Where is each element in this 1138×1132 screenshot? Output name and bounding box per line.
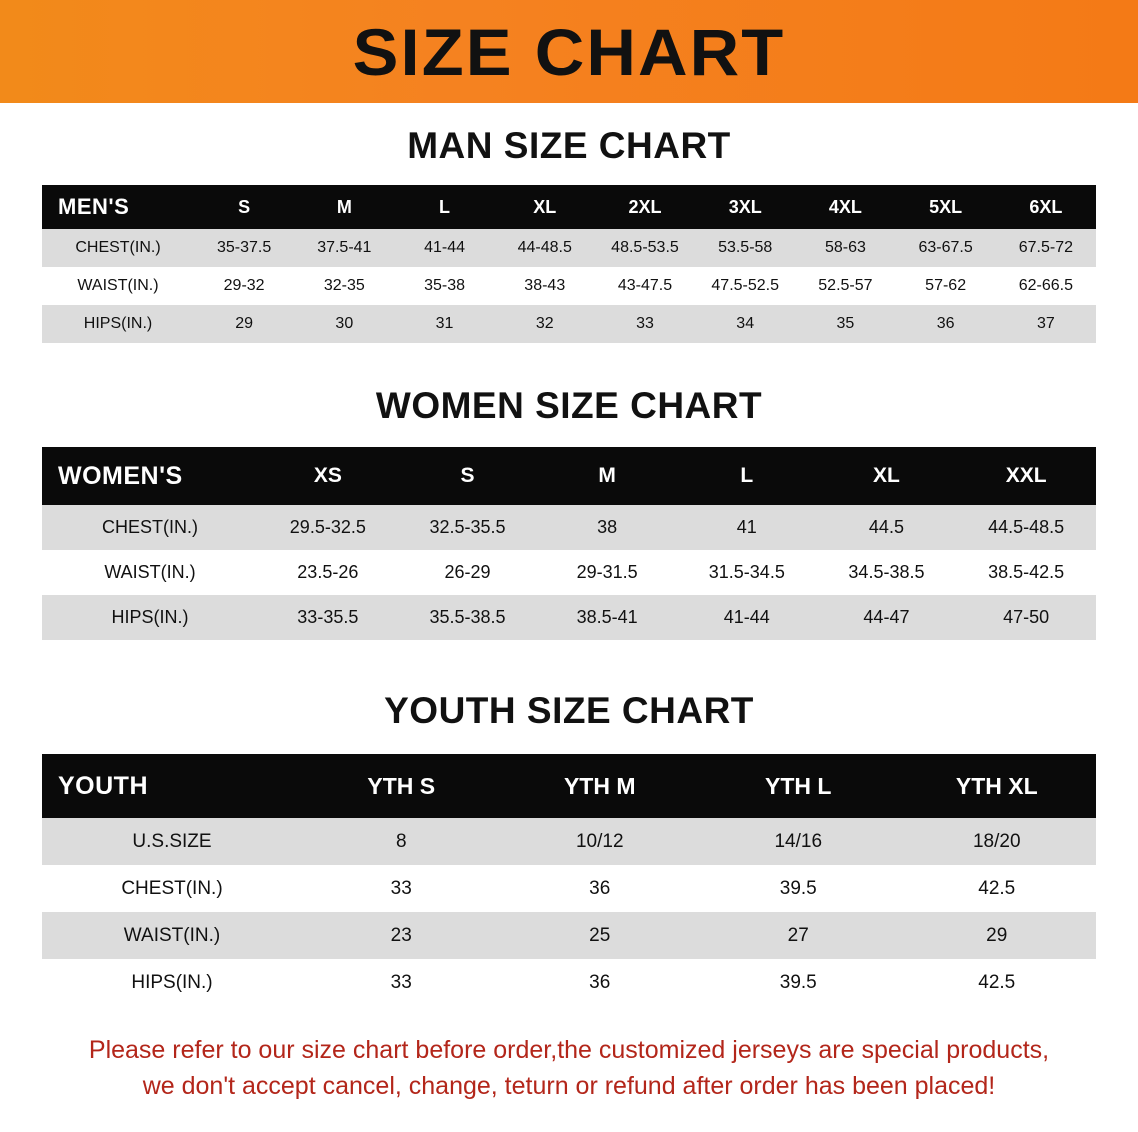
youth-row-label-chest: CHEST(IN.) — [121, 877, 223, 899]
banner — [0, 0, 1138, 103]
women-cell-chest-4: 44.5 — [868, 517, 904, 537]
man-cell-hips-2: 31 — [435, 315, 454, 332]
women-row-label-waist: WAIST(IN.) — [104, 562, 196, 582]
man-row-label-waist: WAIST(IN.) — [77, 277, 159, 294]
youth-cell-hips-3: 42.5 — [978, 971, 1016, 993]
man-cell-waist-8: 62-66.5 — [1018, 277, 1073, 294]
women-cell-waist-5: 38.5-42.5 — [988, 562, 1065, 582]
man-header-cell-4: XL — [533, 196, 557, 217]
women-header-cell-6: XXL — [1005, 464, 1047, 487]
youth-cell-chest-0: 33 — [390, 877, 412, 899]
man-header-cell-9: 6XL — [1029, 196, 1063, 217]
women-cell-chest-5: 44.5-48.5 — [988, 517, 1065, 537]
women-cell-hips-5: 47-50 — [1003, 607, 1050, 627]
youth-header-cell-4: YTH XL — [955, 772, 1038, 799]
women-header-cell-1: XS — [313, 464, 342, 487]
table-row — [42, 595, 1096, 640]
table-header-row — [42, 185, 1096, 229]
youth-row-label-waist: WAIST(IN.) — [123, 924, 221, 946]
youth-cell-waist-3: 29 — [986, 924, 1008, 946]
man-cell-chest-3: 44-48.5 — [517, 239, 572, 256]
policy-note — [40, 1032, 1098, 1105]
man-cell-hips-5: 34 — [736, 315, 755, 332]
man-cell-chest-7: 63-67.5 — [918, 239, 973, 256]
man-cell-hips-0: 29 — [235, 315, 253, 332]
man-header-cell-5: 2XL — [628, 196, 662, 217]
man-cell-chest-6: 58-63 — [824, 239, 866, 256]
women-cell-chest-0: 29.5-32.5 — [289, 517, 366, 537]
youth-cell-waist-0: 23 — [390, 924, 412, 946]
table-row — [42, 818, 1096, 865]
women-header-cell-2: S — [460, 464, 475, 487]
table-row — [42, 305, 1096, 343]
table-row — [42, 550, 1096, 595]
man-cell-hips-8: 37 — [1036, 315, 1055, 332]
policy-note-line-2: we don't accept cancel, change, teturn or refund after order has been placed! — [142, 1072, 996, 1101]
man-cell-waist-2: 35-38 — [424, 277, 465, 294]
man-cell-hips-3: 32 — [535, 315, 554, 332]
table-row — [42, 267, 1096, 305]
youth-cell-chest-1: 36 — [589, 877, 611, 899]
man-cell-waist-3: 38-43 — [524, 277, 566, 294]
man-cell-chest-2: 41-44 — [424, 239, 465, 256]
man-header-cell-2: M — [336, 196, 352, 217]
women-header-cell-5: XL — [873, 464, 900, 487]
table-row — [42, 505, 1096, 550]
man-cell-hips-4: 33 — [636, 315, 654, 332]
women-cell-waist-4: 34.5-38.5 — [848, 562, 925, 582]
man-cell-waist-1: 32-35 — [323, 277, 365, 294]
table-row — [42, 865, 1096, 912]
youth-cell-hips-0: 33 — [390, 971, 412, 993]
youth-cell-ussize-2: 14/16 — [774, 830, 823, 852]
man-row-label-hips: HIPS(IN.) — [83, 315, 153, 332]
man-header-cell-7: 4XL — [828, 196, 862, 217]
women-header-cell-0: WOMEN'S — [58, 461, 183, 490]
man-cell-chest-4: 48.5-53.5 — [611, 239, 679, 256]
youth-cell-waist-1: 25 — [589, 924, 611, 946]
women-cell-hips-0: 33-35.5 — [297, 607, 359, 627]
youth-table-wrap — [42, 754, 1096, 1006]
table-header-row — [42, 754, 1096, 818]
women-cell-hips-4: 44-47 — [863, 607, 910, 627]
women-header-cell-3: M — [598, 464, 616, 487]
youth-cell-chest-3: 42.5 — [978, 877, 1016, 899]
women-cell-hips-3: 41-44 — [723, 607, 770, 627]
women-row-label-hips: HIPS(IN.) — [111, 607, 189, 627]
youth-cell-ussize-3: 18/20 — [972, 830, 1021, 852]
man-cell-chest-5: 53.5-58 — [718, 239, 773, 256]
man-size-table — [42, 185, 1096, 343]
women-cell-chest-2: 38 — [597, 517, 618, 537]
youth-cell-chest-2: 39.5 — [779, 877, 817, 899]
youth-row-label-ussize: U.S.SIZE — [132, 830, 212, 852]
youth-header-cell-1: YTH S — [367, 772, 436, 799]
banner-title: SIZE CHART — [352, 14, 786, 89]
youth-cell-ussize-1: 10/12 — [575, 830, 624, 852]
table-row — [42, 912, 1096, 959]
table-row — [42, 229, 1096, 267]
women-table-wrap — [42, 447, 1096, 640]
women-cell-hips-2: 38.5-41 — [576, 607, 638, 627]
man-cell-chest-1: 37.5-41 — [317, 239, 372, 256]
women-header-cell-4: L — [740, 464, 754, 487]
youth-size-table — [42, 754, 1096, 1006]
man-cell-waist-4: 43-47.5 — [617, 277, 673, 294]
man-cell-waist-7: 57-62 — [925, 277, 967, 294]
women-cell-waist-0: 23.5-26 — [297, 562, 359, 582]
women-cell-chest-1: 32.5-35.5 — [429, 517, 506, 537]
man-cell-waist-5: 47.5-52.5 — [711, 277, 779, 294]
youth-cell-waist-2: 27 — [787, 924, 809, 946]
women-cell-waist-1: 26-29 — [444, 562, 491, 582]
man-header-cell-3: L — [439, 196, 451, 217]
man-cell-hips-6: 35 — [836, 315, 855, 332]
man-header-cell-6: 3XL — [728, 196, 762, 217]
women-cell-hips-1: 35.5-38.5 — [429, 607, 506, 627]
youth-header-cell-0: YOUTH — [58, 771, 148, 800]
man-header-cell-1: S — [238, 196, 251, 217]
table-header-row — [42, 447, 1096, 505]
women-cell-waist-3: 31.5-34.5 — [708, 562, 785, 582]
man-row-label-chest: CHEST(IN.) — [75, 239, 161, 256]
youth-header-cell-2: YTH M — [563, 772, 636, 799]
women-size-table — [42, 447, 1096, 640]
man-header-cell-8: 5XL — [929, 196, 963, 217]
youth-section-heading: YOUTH SIZE CHART — [384, 690, 754, 731]
man-header-cell-0: MEN'S — [58, 194, 130, 219]
women-cell-chest-3: 41 — [736, 517, 757, 537]
youth-cell-hips-2: 39.5 — [779, 971, 817, 993]
man-cell-hips-1: 30 — [335, 315, 354, 332]
women-cell-waist-2: 29-31.5 — [576, 562, 638, 582]
man-cell-waist-0: 29-32 — [223, 277, 265, 294]
women-section-heading: WOMEN SIZE CHART — [375, 385, 763, 426]
man-section-heading: MAN SIZE CHART — [407, 125, 731, 166]
man-cell-waist-6: 52.5-57 — [818, 277, 873, 294]
youth-row-label-hips: HIPS(IN.) — [131, 971, 213, 993]
youth-cell-ussize-0: 8 — [395, 830, 407, 852]
women-row-label-chest: CHEST(IN.) — [102, 517, 198, 537]
policy-note-line-1: Please refer to our size chart before order,the customized jerseys are special products, — [88, 1036, 1050, 1064]
table-row — [42, 959, 1096, 1006]
man-cell-chest-0: 35-37.5 — [216, 239, 272, 256]
man-cell-hips-7: 36 — [936, 315, 955, 332]
man-cell-chest-8: 67.5-72 — [1018, 239, 1073, 256]
youth-cell-hips-1: 36 — [589, 971, 611, 993]
man-table-wrap — [42, 185, 1096, 343]
youth-header-cell-3: YTH L — [765, 772, 832, 799]
